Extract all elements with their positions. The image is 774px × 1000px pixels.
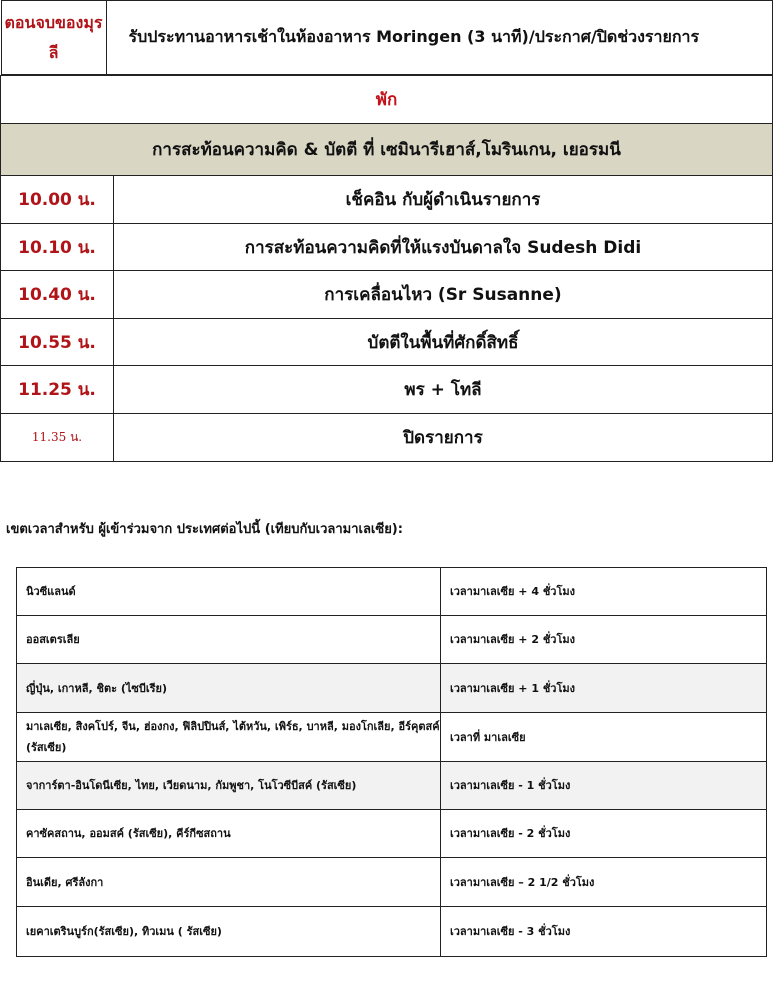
schedule-row bbox=[1, 176, 773, 224]
schedule-row bbox=[1, 224, 773, 271]
schedule-activity: ปิดรายการ bbox=[114, 414, 773, 462]
schedule-time: 11.35 น. bbox=[1, 414, 114, 462]
header-right-cell: รับประทานอาหารเช้าในห้องอาหาร Moringen (3 นาที)/ประกาศ/ปิดช่วงรายการ bbox=[106, 1, 772, 75]
timezone-region: อินเดีย, ศรีลังกา bbox=[17, 858, 441, 907]
timezone-row bbox=[17, 810, 767, 858]
timezone-offset: เวลาที่ มาเลเซีย bbox=[441, 713, 767, 762]
timezone-offset: เวลามาเลเซีย - 3 ชั่วโมง bbox=[441, 907, 767, 957]
break-label: พัก bbox=[1, 76, 773, 124]
timezone-region: จาการ์ตา-อินโดนีเซีย, ไทย, เวียดนาม, กัมพูชา, โนโวซีบีสค์ (รัสเซีย) bbox=[17, 762, 441, 810]
schedule-time: 11.25 น. bbox=[1, 366, 114, 414]
schedule-row bbox=[1, 271, 773, 319]
schedule-activity: พร + โทลี bbox=[114, 366, 773, 414]
schedule-time: 10.00 น. bbox=[1, 176, 114, 224]
timezone-region: ออสเตรเลีย bbox=[17, 616, 441, 664]
timezone-region: เยคาเตรินบูร์ก(รัสเซีย), ทิวเมน ( รัสเซีย) bbox=[17, 907, 441, 957]
timezone-row bbox=[17, 568, 767, 616]
schedule-activity: เช็คอิน กับผู้ดำเนินรายการ bbox=[114, 176, 773, 224]
timezone-row bbox=[17, 713, 767, 762]
timezone-offset: เวลามาเลเซีย + 2 ชั่วโมง bbox=[441, 616, 767, 664]
schedule-time: 10.55 น. bbox=[1, 319, 114, 366]
timezone-row bbox=[17, 664, 767, 713]
timezone-note: เขตเวลาสำหรับ ผู้เข้าร่วมจาก ประเทศต่อไปนี้ (เทียบกับเวลามาเลเซีย): bbox=[6, 522, 403, 537]
schedule-time: 10.40 น. bbox=[1, 271, 114, 319]
timezone-offset: เวลามาเลเซีย - 1 ชั่วโมง bbox=[441, 762, 767, 810]
schedule-activity: การสะท้อนความคิดที่ให้แรงบันดาลใจ Sudesh Didi bbox=[114, 224, 773, 271]
section-title: การสะท้อนความคิด & บัตตี ที่ เซมินารีเฮาส์,โมรินเกน, เยอรมนี bbox=[1, 124, 773, 176]
timezone-region: คาซัคสถาน, ออมสค์ (รัสเซีย), คีร์กีซสถาน bbox=[17, 810, 441, 858]
schedule-activity: การเคลื่อนไหว (Sr Susanne) bbox=[114, 271, 773, 319]
schedule-row bbox=[1, 366, 773, 414]
section-title-row bbox=[1, 124, 773, 176]
timezone-offset: เวลามาเลเซีย - 2 ชั่วโมง bbox=[441, 810, 767, 858]
schedule-row bbox=[1, 319, 773, 366]
schedule-header-row bbox=[1, 0, 773, 76]
timezone-offset: เวลามาเลเซีย – 2 1/2 ชั่วโมง bbox=[441, 858, 767, 907]
timezone-row bbox=[17, 907, 767, 957]
timezone-region: ญี่ปุ่น, เกาหลี, ชิตะ (ไซบีเรีย) bbox=[17, 664, 441, 713]
timezone-row bbox=[17, 858, 767, 907]
schedule-row bbox=[1, 414, 773, 462]
schedule-table bbox=[0, 0, 773, 462]
timezone-region: นิวซีแลนด์ bbox=[17, 568, 441, 616]
timezone-region: มาเลเซีย, สิงคโปร์, จีน, ฮ่องกง, ฟิลิปปินส์, ไต้หวัน, เพิร์ธ, บาหลี, มองโกเลีย, อีร์คุตสค์ (รัสเซีย) bbox=[17, 713, 441, 762]
schedule-activity: บัตตีในพื้นที่ศักดิ์สิทธิ์ bbox=[114, 319, 773, 366]
timezone-row bbox=[17, 762, 767, 810]
timezone-offset: เวลามาเลเซีย + 1 ชั่วโมง bbox=[441, 664, 767, 713]
timezone-row bbox=[17, 616, 767, 664]
timezone-table bbox=[16, 567, 767, 957]
schedule-time: 10.10 น. bbox=[1, 224, 114, 271]
break-row bbox=[1, 76, 773, 124]
timezone-offset: เวลามาเลเซีย + 4 ชั่วโมง bbox=[441, 568, 767, 616]
header-left-cell: ตอนจบของมุรลี bbox=[1, 1, 106, 75]
